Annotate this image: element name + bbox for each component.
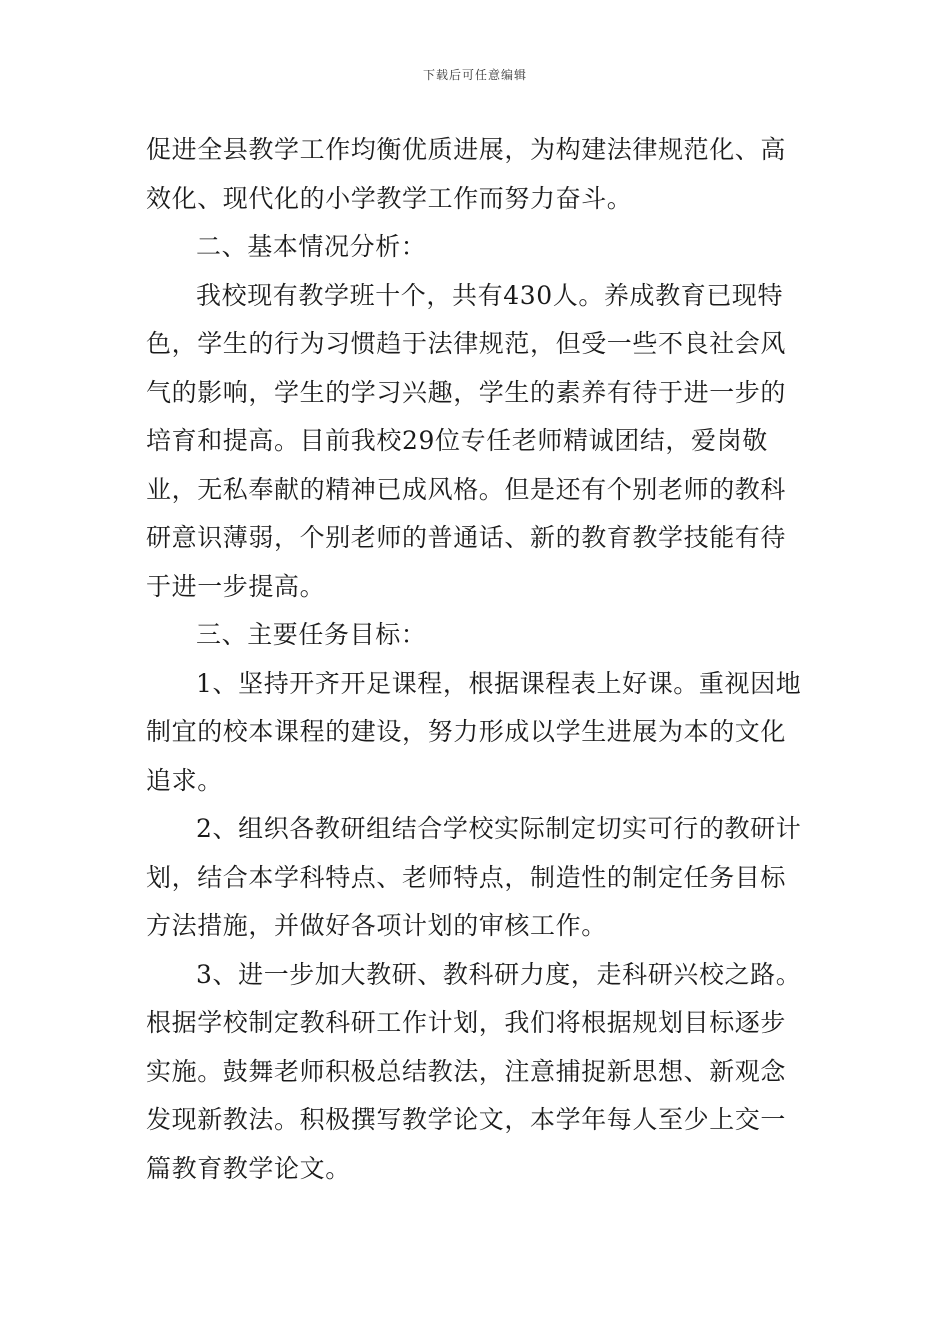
list-item-1: 1、坚持开齐开足课程，根据课程表上好课。重视因地制宜的校本课程的建设，努力形成以学生进展为本的文化追求。	[146, 668, 802, 795]
list-item-2: 2、组织各教研组结合学校实际制定切实可行的教研计划，结合本学科特点、老师特点，制造性的制定任务目标方法措施，并做好各项计划的审核工作。	[146, 814, 802, 940]
list-item-3: 3、进一步加大教研、教科研力度，走科研兴校之路。根据学校制定教科研工作计划，我们将根据规划目标逐步实施。鼓舞老师积极总结教法，注意捕捉新思想、新观念发现新教法。积极撰写教学论文，本学年每人至少上交一篇教育教学论文。	[146, 959, 802, 1183]
document-body	[146, 126, 811, 1193]
page-header-note: 下载后可任意编辑	[422, 68, 527, 82]
section-heading-basic-situation: 二、基本情况分析：	[196, 232, 427, 261]
section-heading-main-goals: 三、主要任务目标：	[196, 620, 427, 649]
paragraph-situation: 我校现有教学班十个，共有430人。养成教育已现特色，学生的行为习惯趋于法律规范，但受一些不良社会风气的影响，学生的学习兴趣，学生的素养有待于进一步的培育和提高。目前我校29位专任老师精诚团结，爱岗敬业，无私奉献的精神已成风格。但是还有个别老师的教科研意识薄弱，个别老师的普通话、新的教育教学技能有待于进一步提高。	[146, 280, 787, 601]
paragraph-intro-continued: 促进全县教学工作均衡优质进展，为构建法律规范化、高效化、现代化的小学教学工作而努力奋斗。	[146, 135, 787, 213]
